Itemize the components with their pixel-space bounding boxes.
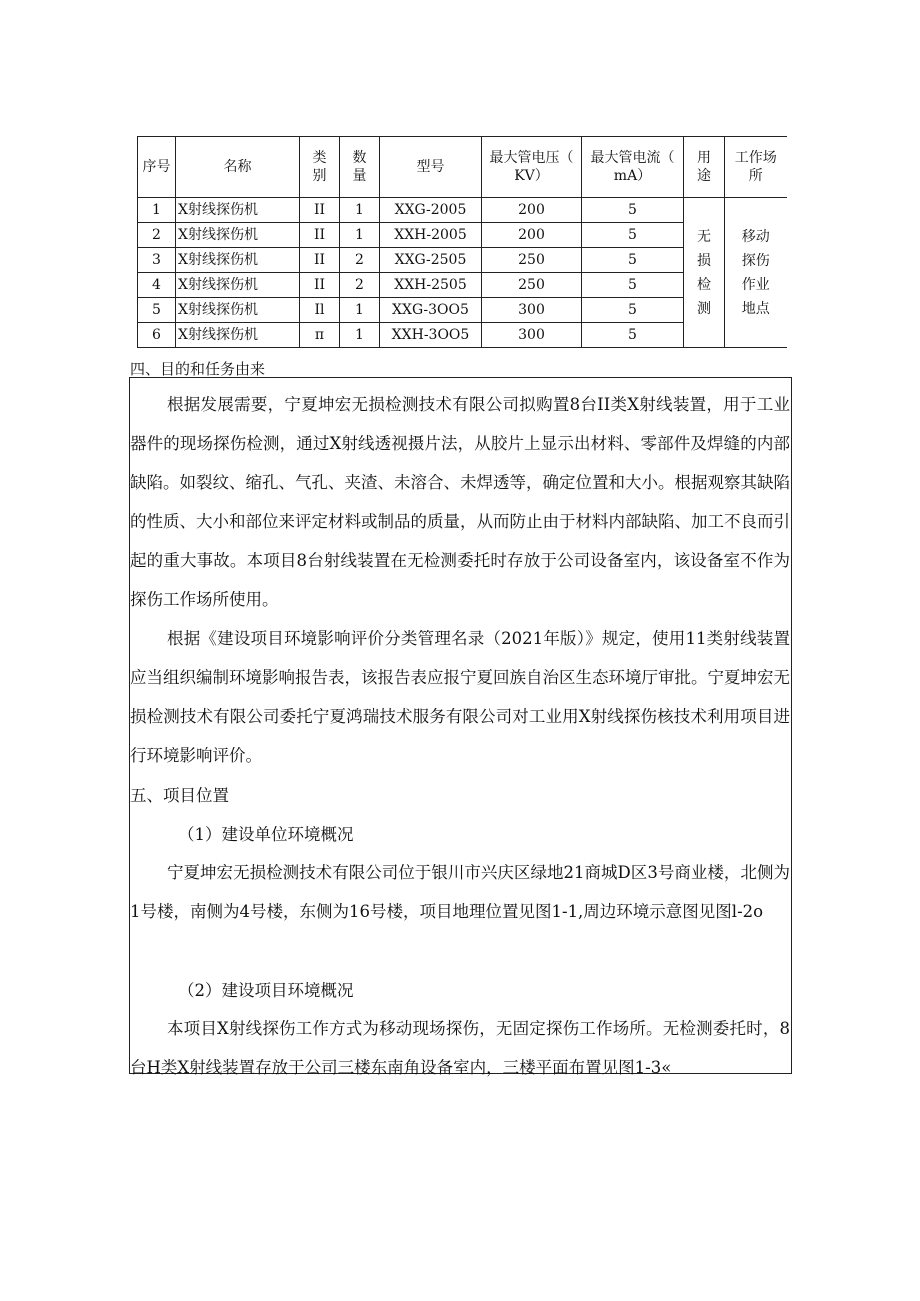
cell-quantity: 2 — [340, 248, 380, 273]
cell-no: 5 — [138, 298, 176, 323]
cell-model: XXG-2505 — [380, 248, 482, 273]
cell-quantity: 1 — [340, 223, 380, 248]
cell-voltage: 250 — [482, 273, 582, 298]
cell-no: 1 — [138, 198, 176, 223]
section5-title: 五、项目位置 — [130, 786, 229, 805]
section4-paragraph-2: 根据《建设项目环境影响评价分类管理名录（2021年版）》规定，使用11类射线装置应当组织编制环境影响报告表，该报告表应报宁夏回族自治区生态环境厅审批。宁夏坤宏无损检测技术有限公司委托宁夏鸿瑞技术服务有限公司对工业用X射线探伤核技术利用项目进行环境影响评价。 — [130, 629, 790, 765]
cell-no: 6 — [138, 323, 176, 348]
cell-model: XXH-2505 — [380, 273, 482, 298]
cell-class: II — [300, 198, 340, 223]
header-name: 名称 — [176, 137, 300, 198]
cell-model: XXH-2005 — [380, 223, 482, 248]
cell-current: 5 — [582, 273, 684, 298]
header-usage: 用 途 — [684, 137, 725, 198]
cell-name: X射线探伤机 — [176, 323, 300, 348]
cell-model: XXH-3OO5 — [380, 323, 482, 348]
section5-paragraph-1: 宁夏坤宏无损检测技术有限公司位于银川市兴庆区绿地21商城D区3号商业楼，北侧为1号楼，南侧为4号楼，东侧为16号楼，项目地理位置见图1-1,周边环境示意图见图l-2o — [130, 863, 790, 921]
cell-quantity: 1 — [340, 198, 380, 223]
cell-no: 2 — [138, 223, 176, 248]
section4-title: 四、目的和任务由来 — [130, 360, 266, 378]
cell-current: 5 — [582, 298, 684, 323]
cell-class: II — [300, 248, 340, 273]
cell-name: X射线探伤机 — [176, 298, 300, 323]
cell-current: 5 — [582, 198, 684, 223]
section5-paragraph-2: 本项目X射线探伤工作方式为移动现场探伤，无固定探伤工作场所。无检测委托时，8台H类X射线装置存放于公司三楼东南角设备室内，三楼平面布置见图1-3« — [130, 1019, 790, 1077]
cell-current: 5 — [582, 248, 684, 273]
header-quantity: 数 量 — [340, 137, 380, 198]
cell-class: II — [300, 273, 340, 298]
cell-class: Il — [300, 298, 340, 323]
cell-quantity: 1 — [340, 298, 380, 323]
cell-quantity: 1 — [340, 323, 380, 348]
table-row — [138, 198, 787, 223]
header-workplace: 工作场 所 — [725, 137, 787, 198]
cell-name: X射线探伤机 — [176, 198, 300, 223]
cell-workplace: 移动 探伤 作业 地点 — [725, 198, 787, 348]
table-header-row — [138, 137, 787, 198]
header-max-voltage: 最大管电压（ KV） — [482, 137, 582, 198]
cell-voltage: 200 — [482, 223, 582, 248]
section5-subheading-2: （2）建设项目环境概况 — [178, 981, 354, 1000]
cell-usage: 无 损 检 测 — [684, 198, 725, 348]
header-model: 型号 — [380, 137, 482, 198]
section5-subheading-1: （1）建设单位环境概况 — [178, 825, 354, 844]
cell-name: X射线探伤机 — [176, 273, 300, 298]
cell-class: π — [300, 323, 340, 348]
cell-model: XXG-2005 — [380, 198, 482, 223]
header-no: 序号 — [138, 137, 176, 198]
cell-voltage: 300 — [482, 323, 582, 348]
cell-name: X射线探伤机 — [176, 248, 300, 273]
cell-current: 5 — [582, 223, 684, 248]
cell-voltage: 250 — [482, 248, 582, 273]
cell-class: II — [300, 223, 340, 248]
cell-name: X射线探伤机 — [176, 223, 300, 248]
cell-model: XXG-3OO5 — [380, 298, 482, 323]
cell-quantity: 2 — [340, 273, 380, 298]
cell-voltage: 300 — [482, 298, 582, 323]
header-max-current: 最大管电流（ mA） — [582, 137, 684, 198]
cell-voltage: 200 — [482, 198, 582, 223]
header-class: 类 别 — [300, 137, 340, 198]
section4-paragraph-1: 根据发展需要，宁夏坤宏无损检测技术有限公司拟购置8台II类X射线装置，用于工业器件的现场探伤检测，通过X射线透视摄片法，从胶片上显示出材料、零部件及焊缝的内部缺陷。如裂纹、缩孔、气孔、夹渣、未溶合、未焊透等，确定位置和大小。根据观察其缺陷的性质、大小和部位来评定材料或制品的质量，从而防止由于材料内部缺陷、加工不良而引起的重大事故。本项目8台射线装置在无检测委托时存放于公司设备室内，该设备室不作为探伤工作场所使用。 — [130, 395, 790, 609]
cell-current: 5 — [582, 323, 684, 348]
cell-no: 3 — [138, 248, 176, 273]
cell-no: 4 — [138, 273, 176, 298]
equipment-table — [137, 136, 787, 348]
